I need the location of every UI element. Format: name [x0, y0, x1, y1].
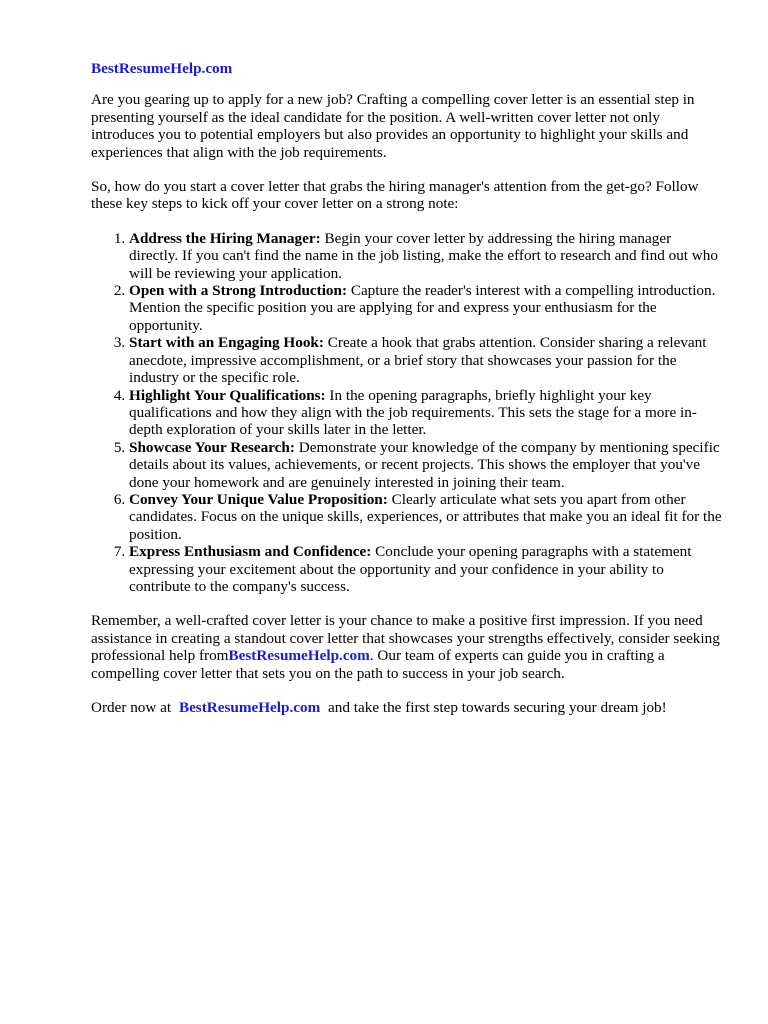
steps-list — [91, 230, 723, 596]
document-page — [91, 60, 723, 733]
step-title: Convey Your Unique Value Proposition: — [129, 490, 388, 508]
list-item — [129, 543, 723, 595]
step-title: Highlight Your Qualifications: — [129, 386, 326, 404]
closing-text-before: Remember, a well-crafted cover letter is your chance to make a positive first impression. If you need assistance in creating a standout cover letter that showcases your strengths effectively, consider seeking professional help from — [91, 612, 720, 665]
list-item — [129, 282, 723, 334]
step-text: Clearly articulate what sets you apart from other candidates. Focus on the unique skills, experiences, or attributes that make you an ideal fit for the position. — [129, 490, 722, 543]
list-item — [129, 230, 723, 282]
header-site-link[interactable]: BestResumeHelp.com — [91, 60, 233, 77]
step-title: Showcase Your Research: — [129, 438, 295, 456]
step-title: Open with a Strong Introduction: — [129, 282, 348, 300]
step-text: Begin your cover letter by addressing the hiring manager directly. If you can't find the name in the job listing, make the effort to research and find out who will be reviewing your application. — [129, 229, 718, 282]
order-text-after: and take the first step towards securing your dream job! — [328, 699, 667, 716]
list-item — [129, 387, 723, 439]
step-text: In the opening paragraphs, briefly highlight your key qualifications and how they align with the job requirements. This sets the stage for a more in-depth exploration of your skills later in the letter. — [129, 386, 697, 439]
order-site-link[interactable]: BestResumeHelp.com — [178, 699, 321, 716]
closing-site-link[interactable]: BestResumeHelp.com — [228, 647, 370, 665]
step-text: Conclude your opening paragraphs with a statement expressing your excitement about the opportunity and your confidence in your ability to contribute to the company's success. — [129, 543, 692, 595]
step-title: Address the Hiring Manager: — [129, 229, 321, 247]
step-title: Start with an Engaging Hook: — [129, 334, 324, 352]
step-text: Demonstrate your knowledge of the company by mentioning specific details about its values, achievements, or recent projects. This shows the employer that you've done your homework and are genuinely interested in joining their team. — [129, 438, 720, 491]
order-paragraph — [91, 699, 723, 716]
list-item — [129, 491, 723, 543]
order-text-before: Order now at — [91, 699, 172, 716]
list-item — [129, 334, 723, 386]
step-text: Create a hook that grabs attention. Consider sharing a relevant anecdote, impressive accomplishment, or a brief story that showcases your passion for the industry or the specific role. — [129, 334, 707, 387]
step-text: Capture the reader's interest with a compelling introduction. Mention the specific position you are applying for and express your enthusiasm for the opportunity. — [129, 282, 716, 334]
lead-in-paragraph: So, how do you start a cover letter that grabs the hiring manager's attention from the get-go? Follow these key steps to kick off your cover letter on a strong note: — [91, 178, 699, 213]
closing-paragraph — [91, 612, 723, 682]
intro-paragraph: Are you gearing up to apply for a new job? Crafting a compelling cover letter is an essential step in presenting yourself as the ideal candidate for the position. A well-written cover letter not only introduces you to potential employers but also provides an opportunity to highlight your skills and experiences that align with the job requirements. — [91, 91, 695, 161]
closing-text-after: . Our team of experts can guide you in crafting a compelling cover letter that sets you on the path to success in your job search. — [91, 647, 665, 682]
step-title: Express Enthusiasm and Confidence: — [129, 543, 372, 561]
list-item — [129, 439, 723, 491]
